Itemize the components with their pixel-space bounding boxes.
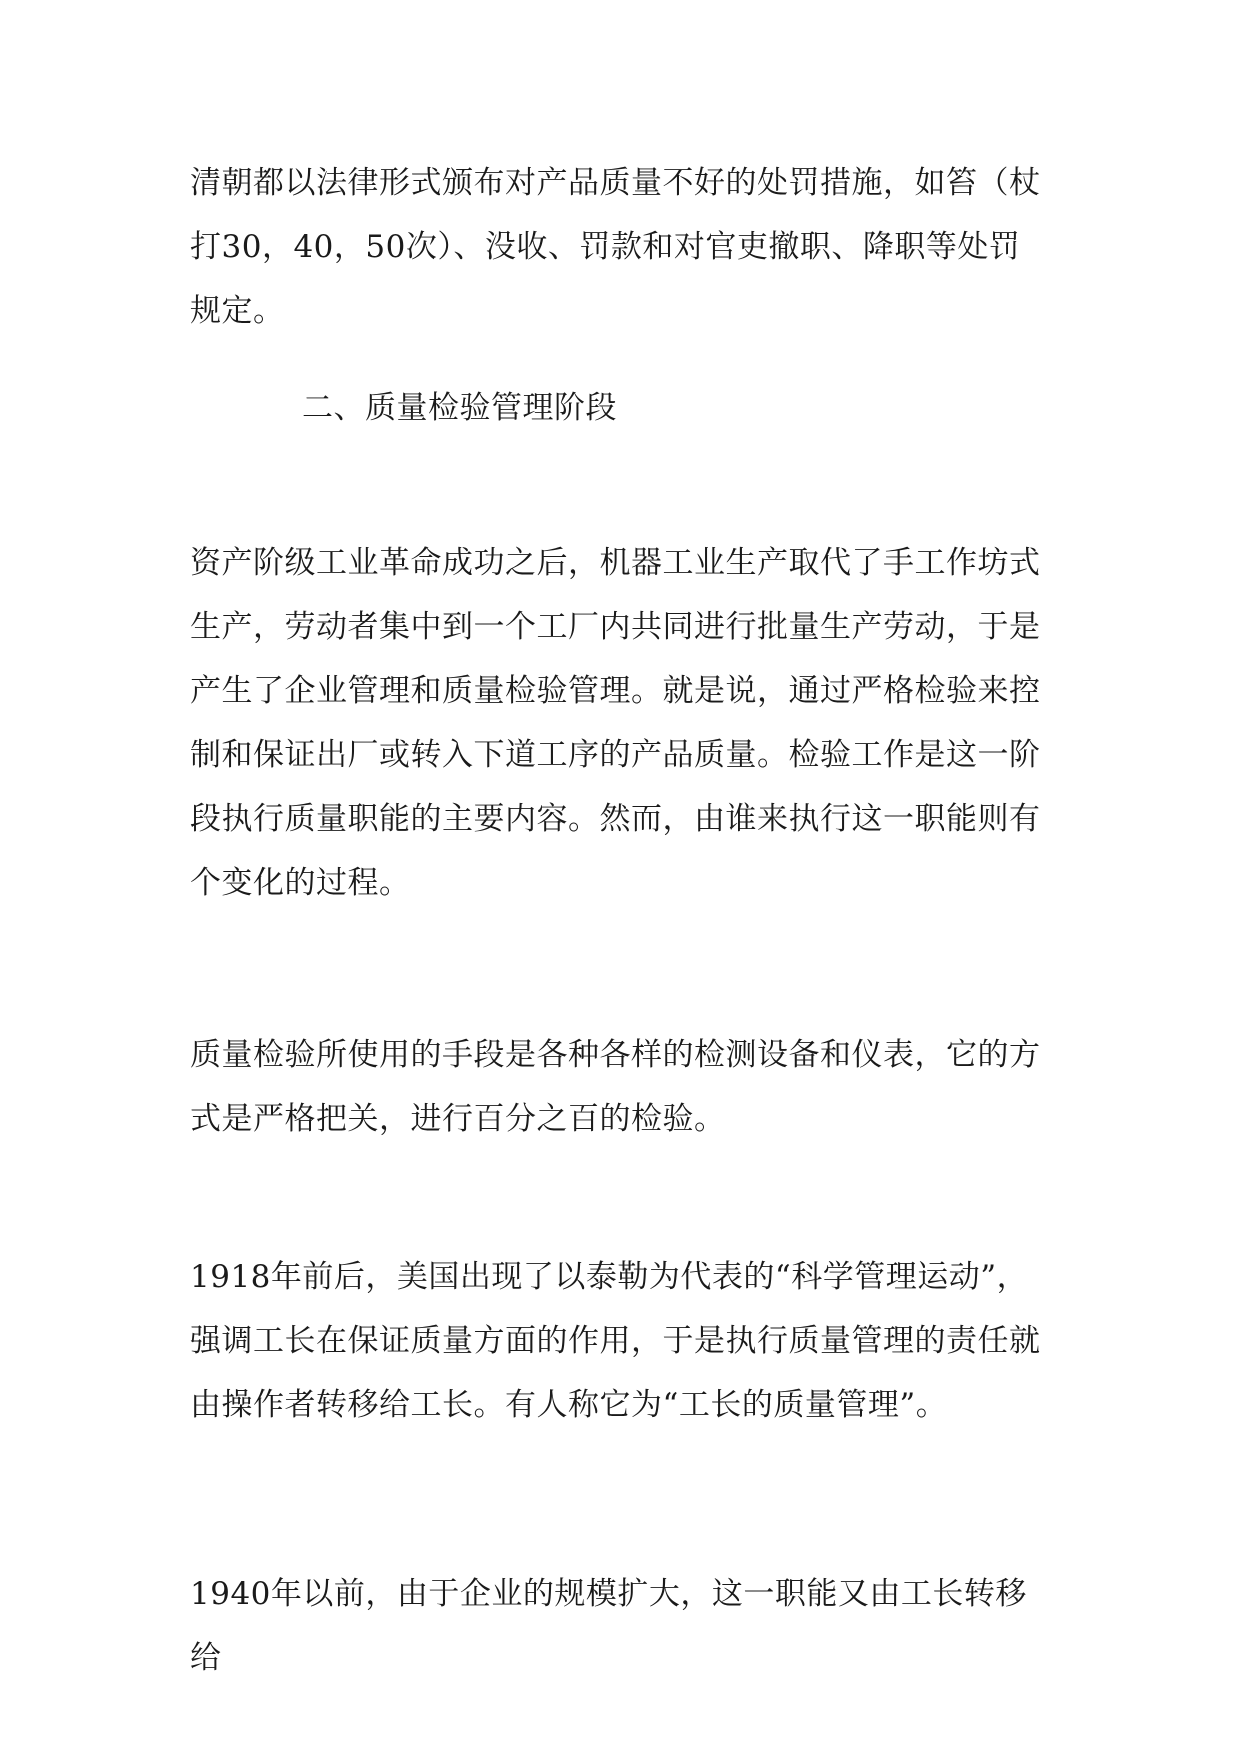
paragraph-1940: 1940年以前，由于企业的规模扩大，这一职能又由工长转移给: [190, 1576, 1027, 1676]
paragraph-1918: 1918年前后，美国出现了以泰勒为代表的“科学管理运动”，强调工长在保证质量方面的作用，于是执行质量管理的责任就由操作者转移给工长。有人称它为“工长的质量管理”。: [190, 1259, 1041, 1423]
paragraph-inspection-means: 质量检验所使用的手段是各种各样的检测设备和仪表，它的方式是严格把关，进行百分之百的检验。: [190, 1037, 1041, 1137]
section-heading: 二、质量检验管理阶段: [302, 390, 617, 426]
paragraph-punishment-measures: 清朝都以法律形式颁布对产品质量不好的处罚措施，如笞（杖打30，40，50次）、没收、罚款和对官吏撤职、降职等处罚规定。: [190, 165, 1041, 329]
paragraph-industrial-revolution: 资产阶级工业革命成功之后，机器工业生产取代了手工作坊式生产，劳动者集中到一个工厂内共同进行批量生产劳动，于是产生了企业管理和质量检验管理。就是说，通过严格检验来控制和保证出厂或转入下道工序的产品质量。检验工作是这一阶段执行质量职能的主要内容。然而，由谁来执行这一职能则有个变化的过程。: [190, 545, 1041, 901]
